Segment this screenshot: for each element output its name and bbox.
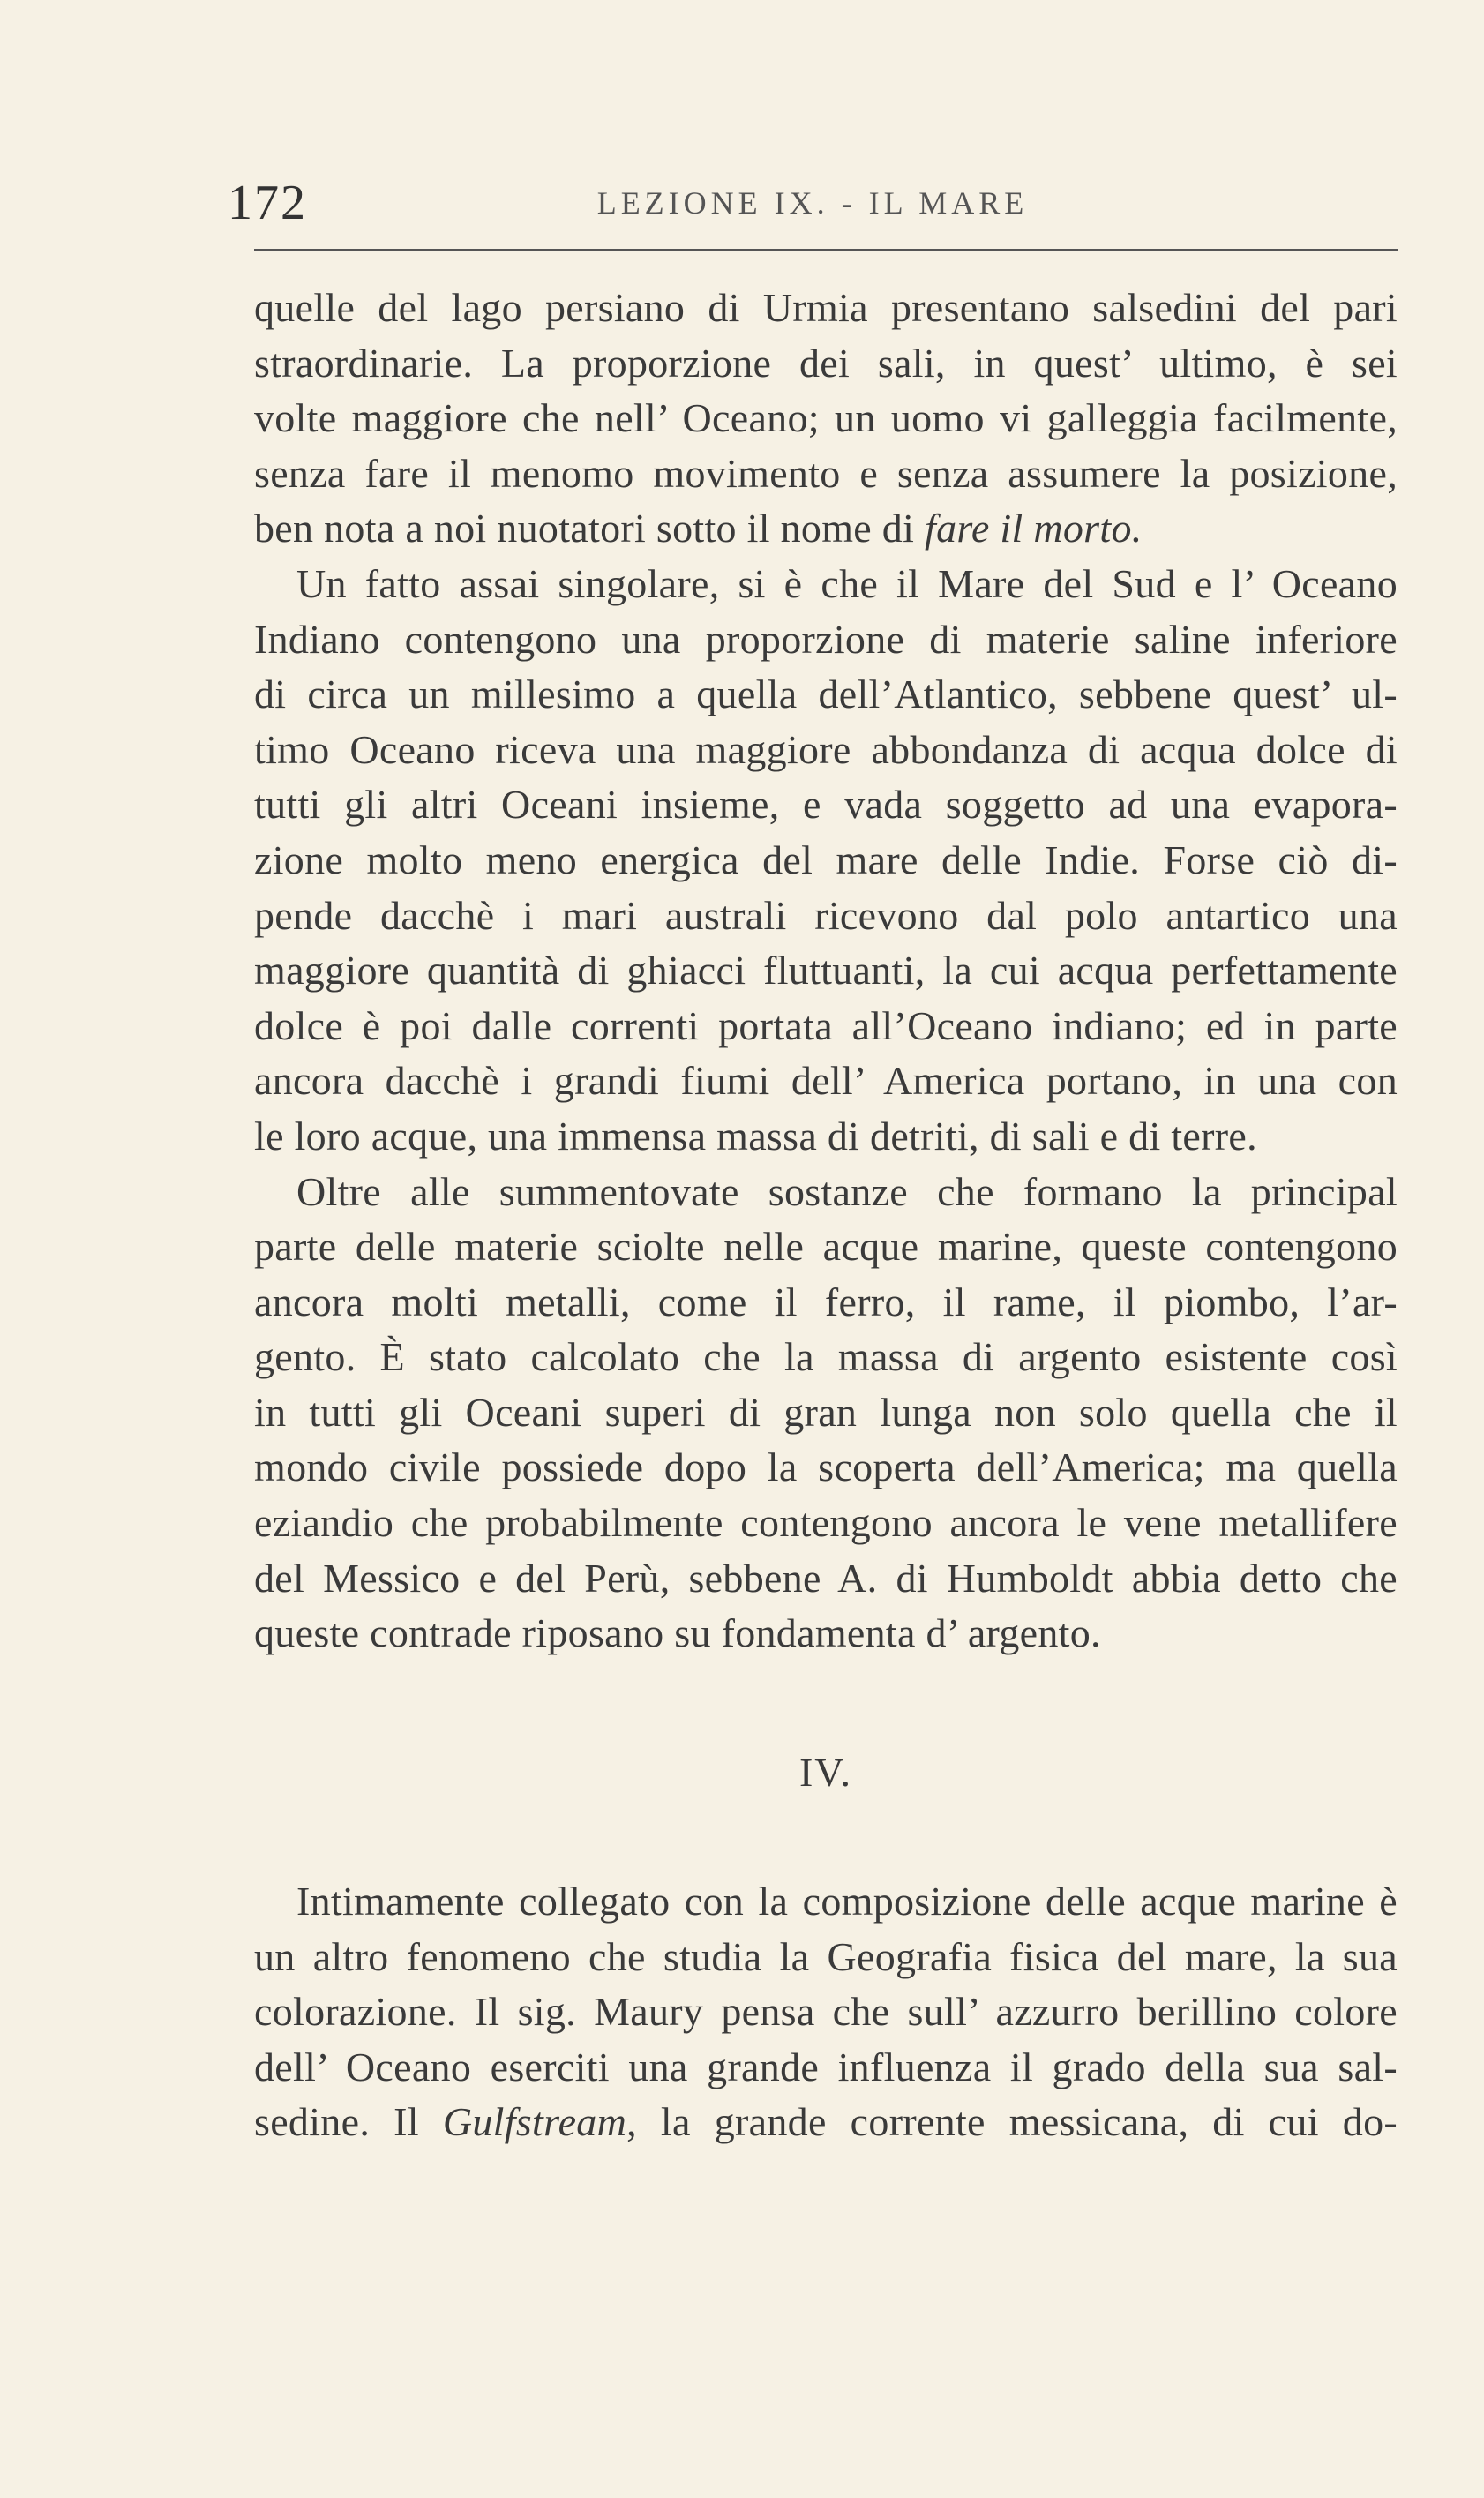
text-line <box>254 1440 1398 1496</box>
text-line <box>254 557 1398 612</box>
text-line <box>254 1109 1398 1165</box>
text-segment: volte maggiore che nell’ Oceano; un uomo vi galleggia facilmente, <box>254 395 1398 441</box>
text-segment: zione molto meno energica del mare delle Indie. Forse ciò di- <box>254 836 1398 882</box>
running-head: LEZIONE IX. - IL MARE <box>596 185 1029 221</box>
text-line <box>254 1054 1398 1109</box>
text-line <box>254 501 1398 557</box>
text-line <box>254 1551 1398 1607</box>
text-segment: mondo civile possiede dopo la scoperta dell’America; ma quella <box>254 1444 1398 1490</box>
section-heading: IV. <box>798 1750 853 1795</box>
text-line <box>254 1984 1398 2040</box>
text-segment: eziandio che probabilmente contengono ancora le vene metallifere <box>254 1500 1398 1546</box>
text-line <box>254 1385 1398 1441</box>
text-segment: Oltre alle summentovate sostanze che formano la principal <box>296 1168 1398 1214</box>
text-segment: pende dacchè i mari australi ricevono dal polo antartico una <box>254 892 1398 938</box>
text-line <box>254 667 1398 723</box>
body-text-top <box>254 281 1398 1662</box>
header-rule <box>254 249 1398 251</box>
text-segment: in tutti gli Oceani superi di gran lunga non solo quella che il <box>254 1389 1398 1435</box>
text-line <box>254 2040 1398 2096</box>
text-segment: timo Oceano riceva una maggiore abbondanza di acqua dolce di <box>254 726 1398 772</box>
text-line <box>254 336 1398 392</box>
text-line <box>254 777 1398 833</box>
text-line <box>254 1330 1398 1385</box>
text-line <box>254 723 1398 778</box>
text-segment: del Messico e del Perù, sebbene A. di Humboldt abbia detto che <box>254 1555 1398 1601</box>
italic-text: fare il morto. <box>925 506 1143 551</box>
text-line <box>254 281 1398 336</box>
text-segment: senza fare il menomo movimento e senza assumere la posizione, <box>254 450 1398 496</box>
text-line <box>254 2095 1398 2150</box>
text-line <box>254 612 1398 668</box>
text-segment: dolce è poi dalle correnti portata all’Oceano indiano; ed in parte <box>254 1002 1398 1048</box>
text-line <box>254 889 1398 944</box>
italic-text: Gulfstream <box>442 2099 627 2145</box>
text-segment: ben nota a noi nuotatori sotto il nome di <box>254 506 925 551</box>
text-segment: quelle del lago persiano di Urmia presentano salsedini del pari <box>254 285 1398 330</box>
text-line <box>254 1874 1398 1930</box>
text-segment: di circa un millesimo a quella dell’Atlantico, sebbene quest’ ul- <box>254 671 1398 717</box>
text-line <box>254 833 1398 889</box>
text-segment: sedine. Il <box>254 2099 443 2145</box>
text-segment: maggiore quantità di ghiacci fluttuanti, la cui acqua perfettamente <box>254 948 1398 994</box>
text-segment: ancora molti metalli, come il ferro, il rame, il piombo, l’ar- <box>254 1279 1398 1324</box>
text-line <box>254 1496 1398 1551</box>
text-segment: gento. È stato calcolato che la massa di argento esistente così <box>254 1334 1398 1380</box>
text-segment: Un fatto assai singolare, si è che il Mare del Sud e l’ Oceano <box>296 560 1398 606</box>
text-line <box>254 446 1398 502</box>
text-line <box>254 943 1398 999</box>
text-segment: Indiano contengono una proporzione di materie saline inferiore <box>254 616 1398 662</box>
text-segment: , la grande corrente messicana, di cui do- <box>626 2099 1398 2145</box>
text-segment: colorazione. Il sig. Maury pensa che sull’ azzurro berillino colore <box>254 1989 1398 2035</box>
text-line <box>254 1606 1398 1662</box>
text-segment: dell’ Oceano eserciti una grande influenza il grado della sua sal- <box>254 2044 1398 2089</box>
text-line <box>254 1219 1398 1275</box>
page-header <box>228 168 1398 238</box>
text-line <box>254 1165 1398 1220</box>
text-line <box>254 391 1398 446</box>
text-segment: un altro fenomeno che studia la Geografia fisica del mare, la sua <box>254 1933 1398 1979</box>
text-line <box>254 1930 1398 1985</box>
text-segment: tutti gli altri Oceani insieme, e vada soggetto ad una evapora- <box>254 782 1398 828</box>
text-line <box>254 1275 1398 1331</box>
text-segment: Intimamente collegato con la composizione delle acque marine è <box>296 1879 1398 1924</box>
text-segment: queste contrade riposano su fondamenta d’ argento. <box>254 1610 1101 1656</box>
text-line <box>254 999 1398 1054</box>
body-text-bottom <box>254 1874 1398 2150</box>
text-segment: ancora dacchè i grandi fiumi dell’ America portano, in una con <box>254 1058 1398 1104</box>
text-segment: parte delle materie sciolte nelle acque marine, queste contengono <box>254 1224 1398 1270</box>
page-number: 172 <box>228 176 307 230</box>
text-segment: straordinarie. La proporzione dei sali, in quest’ ultimo, è sei <box>254 340 1398 386</box>
text-segment: le loro acque, una immensa massa di detriti, di sali e di terre. <box>254 1113 1257 1159</box>
